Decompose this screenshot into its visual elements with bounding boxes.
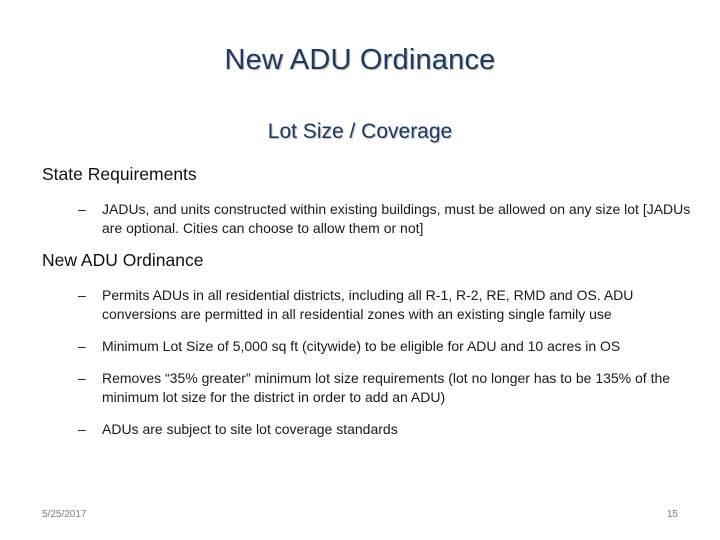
bullet-item (42, 420, 692, 439)
bullet-item (42, 369, 692, 407)
footer-date: 5/25/2017 (42, 509, 87, 520)
bullet-dash: – (78, 337, 86, 354)
new-adu-ordinance-list (42, 286, 692, 439)
slide-title: New ADU Ordinance (224, 44, 496, 76)
section-heading-new-adu-ordinance: New ADU Ordinance (42, 249, 204, 270)
bullet-text: Removes “35% greater” minimum lot size requirements (lot no longer has to be 135% of the minimum lot size for the district in order to add an ADU) (102, 369, 671, 405)
section-heading-state-requirements: State Requirements (42, 164, 197, 184)
bullet-text: JADUs, and units constructed within existing buildings, must be allowed on any size lot [JADUs are optional. Cities can choose to allow them or not] (102, 200, 691, 236)
state-requirements-list (42, 200, 692, 238)
bullet-dash: – (78, 369, 86, 386)
bullet-item (42, 200, 692, 238)
bullet-item (42, 337, 692, 356)
bullet-dash: – (78, 286, 86, 303)
bullet-text: ADUs are subject to site lot coverage standards (102, 420, 398, 437)
slide-content (42, 164, 692, 439)
bullet-item (42, 286, 692, 324)
footer-page-number: 15 (666, 509, 678, 520)
bullet-dash: – (78, 200, 86, 217)
bullet-text: Permits ADUs in all residential districts, including all R-1, R-2, RE, RMD and OS. ADU conversions are permitted in all residential zones with an existing single family use (102, 286, 634, 322)
bullet-dash: – (78, 420, 86, 437)
slide-subtitle: Lot Size / Coverage (267, 120, 453, 143)
bullet-text: Minimum Lot Size of 5,000 sq ft (citywide) to be eligible for ADU and 10 acres in OS (102, 337, 621, 354)
